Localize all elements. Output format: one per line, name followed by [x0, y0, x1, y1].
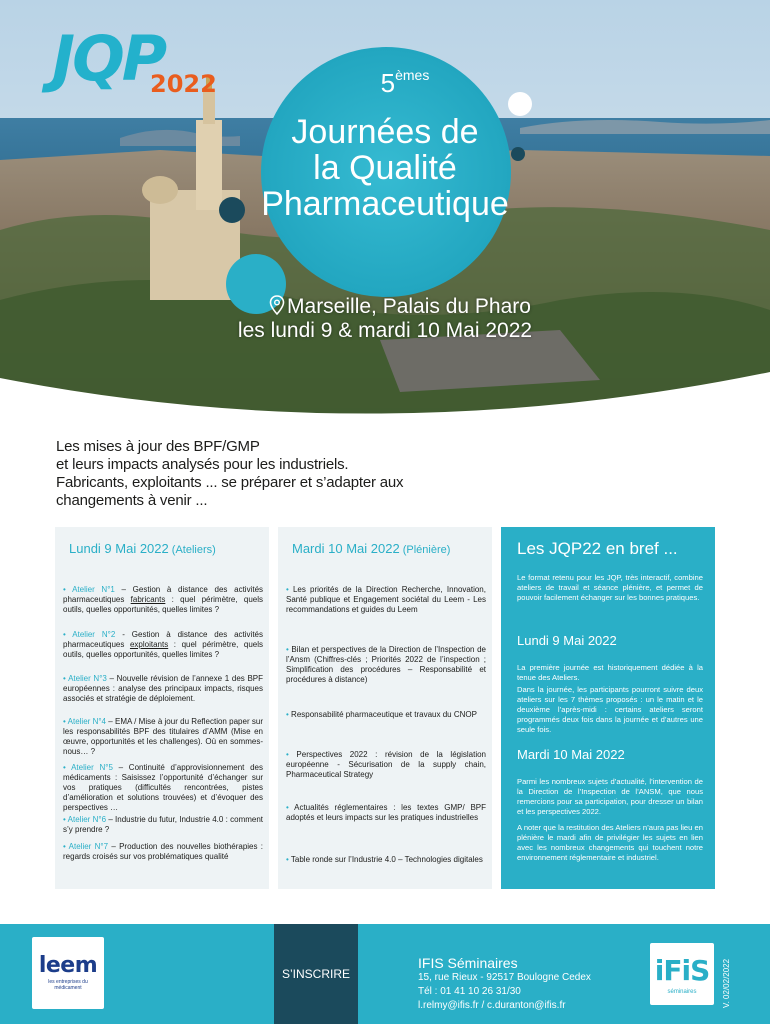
- workshop-label: Atelier N°7: [68, 842, 109, 851]
- workshop-item: [63, 674, 263, 704]
- plenary-text: Bilan et perspectives de la Direction de l’Inspection de l’Ansm (Chiffres-clés ; Priorités 2022 de l’inspection ; Simplification des procédures – Responsabilité et procédures à distance): [286, 645, 486, 684]
- plenary-item: [286, 803, 486, 823]
- summary-day2-p2: A noter que la restitution des Ateliers n’aura pas lieu en plénière le mardi afin de privilégier les sujets en lien avec les nombreux changements qui touchent notre environnement réglementaire et industriel.: [517, 823, 703, 862]
- ifis-phone: Tél : 01 41 10 26 31/30: [418, 986, 521, 997]
- workshop-label: Atelier N°6: [67, 815, 107, 824]
- ifis-address: 15, rue Rieux - 92517 Boulogne Cedex: [418, 972, 591, 983]
- hero-banner: [0, 0, 770, 420]
- workshop-underlined: fabricants: [130, 595, 166, 604]
- intro-line-4: changements à venir ...: [56, 492, 208, 509]
- ifis-logo-word: iFiS: [654, 954, 710, 987]
- bullet: •: [63, 585, 66, 594]
- summary-intro: Le format retenu pour les JQP, très interactif, combine ateliers de travail et séance plénière, et permet de pouvoir facilement échanger sur les bonnes pratiques.: [517, 573, 703, 602]
- summary-day2-title: Mardi 10 Mai 2022: [517, 747, 625, 762]
- event-dates: les lundi 9 & mardi 10 Mai 2022: [237, 319, 533, 342]
- workshop-label: Atelier N°3: [68, 674, 107, 683]
- edition-label: [290, 67, 520, 98]
- workshop-item: [63, 630, 263, 660]
- bullet: •: [63, 842, 66, 851]
- bullet: •: [63, 630, 66, 639]
- edition-suffix: èmes: [395, 67, 430, 83]
- workshop-text: – Continuité d’approvisionnement des médicaments : Saisissez l’opportunité d’échanger sur vos pratiques (difficultés rencontrées, pistes d’amélioration et solutions trouvées) et d’évoquer des perspectives …: [63, 763, 263, 812]
- monday-header: [55, 527, 269, 556]
- register-button[interactable]: S’INSCRIRE: [274, 924, 358, 1024]
- monday-header-sub: (Ateliers): [168, 544, 216, 556]
- event-title-block: [250, 67, 520, 223]
- monday-workshops-panel: [55, 527, 269, 889]
- ifis-emails[interactable]: l.relmy@ifis.fr / c.duranton@ifis.fr: [418, 1000, 566, 1011]
- plenary-item: [286, 585, 486, 615]
- location-text: Marseille, Palais du Pharo: [287, 295, 531, 318]
- bullet: •: [286, 803, 289, 812]
- workshop-label: Atelier N°2: [72, 630, 116, 639]
- workshop-item: [63, 842, 263, 862]
- intro-line-3: Fabricants, exploitants ... se préparer et s’adapter aux: [56, 474, 404, 491]
- bullet: •: [286, 585, 289, 594]
- tuesday-plenary-panel: [278, 527, 492, 889]
- workshop-underlined: exploitants: [129, 640, 169, 649]
- version-label: V. 02/02/2022: [722, 958, 731, 1008]
- bullet: •: [286, 750, 289, 759]
- event-title-line-1: Journées de: [291, 113, 479, 151]
- plenary-text: Les priorités de la Direction Recherche, Innovation, Santé publique et Engagement sociétal du Leem - Les recommandations et guides du Leem: [286, 585, 486, 614]
- summary-day1-p1: La première journée est historiquement dédiée à la tenue des Ateliers.: [517, 663, 703, 682]
- plenary-text: Table ronde sur l’Industrie 4.0 – Technologies digitales: [290, 855, 483, 864]
- logo-year: 2022: [150, 70, 217, 98]
- tuesday-header-sub: (Plénière): [399, 544, 451, 556]
- jqp-logo: [52, 22, 222, 110]
- workshop-text: – Gestion à distance des activités pharmaceutiques: [63, 585, 264, 604]
- plenary-text: Perspectives 2022 : révision de la législation européenne - Sécurisation de la supply chain, Pharmaceutical Strategy: [286, 750, 486, 779]
- bullet: •: [286, 855, 289, 864]
- bullet: •: [63, 674, 66, 683]
- summary-panel: [501, 527, 715, 889]
- intro-text: [56, 438, 476, 510]
- event-location: [0, 294, 770, 320]
- bullet: •: [286, 710, 289, 719]
- monday-header-date: Lundi 9 Mai 2022: [69, 541, 169, 556]
- ifis-logo-tagline: séminaires: [667, 989, 697, 995]
- intro-line-1: Les mises à jour des BPF/GMP: [56, 438, 260, 455]
- intro-line-2: et leurs impacts analysés pour les industriels.: [56, 456, 349, 473]
- bullet: •: [63, 815, 66, 824]
- workshop-label: Atelier N°1: [72, 585, 115, 594]
- plenary-item: [286, 710, 486, 720]
- edition-number: 5: [380, 68, 396, 98]
- workshop-text: – Industrie du futur, Industrie 4.0 : comment s’y prendre ?: [63, 815, 264, 834]
- bullet: •: [63, 763, 66, 772]
- workshop-text: - Gestion à distance des activités pharmaceutiques: [63, 630, 263, 649]
- tuesday-header: [278, 527, 492, 556]
- workshop-item: [63, 585, 263, 615]
- summary-title: Les JQP22 en bref ...: [517, 539, 678, 558]
- leem-logo-tagline: les entreprises du médicament: [48, 979, 88, 991]
- ifis-logo: [650, 943, 714, 1005]
- location-pin-icon: [269, 295, 285, 315]
- plenary-item: [286, 855, 486, 865]
- plenary-item: [286, 645, 486, 685]
- plenary-text: Actualités réglementaires : les textes GMP/ BPF adoptés et leurs impacts sur les pratiques industrielles: [286, 803, 487, 822]
- bullet: •: [286, 645, 289, 654]
- leem-logo-word: leem: [38, 953, 98, 978]
- workshop-text-end: : quel périmètre, quels outils, quelles opportunités, quelles limites ?: [63, 595, 264, 614]
- plenary-text: Responsabilité pharmaceutique et travaux du CNOP: [291, 710, 477, 719]
- workshop-label: Atelier N°5: [71, 763, 113, 772]
- workshop-text: – Nouvelle révision de l’annexe 1 des BPF européennes : analyse des principaux impacts, risques associés et stratégie de déploiement.: [63, 674, 264, 703]
- event-title-line-3: Pharmaceutique: [261, 185, 509, 223]
- workshop-item: [63, 763, 263, 813]
- summary-day1-p2: Dans la journée, les participants pourront suivre deux ateliers sur les 7 thèmes proposés : un le matin et le deuxième l’après-midi : certains ateliers seront programmés deux fois dans la journée et d’autres une seule fois.: [517, 685, 703, 734]
- event-title-line-2: la Qualité: [313, 149, 457, 187]
- leem-logo: [32, 937, 104, 1009]
- workshop-item: [63, 717, 263, 757]
- summary-day1-title: Lundi 9 Mai 2022: [517, 633, 617, 648]
- ifis-name: IFIS Séminaires: [418, 955, 518, 971]
- workshop-text: – EMA / Mise à jour du Reflection paper sur les responsabilités BPF des titulaires d’AMM (Mise en œuvre, opportunités et les challenges). Où en sommes-nous… ?: [63, 717, 263, 756]
- workshop-text: – Production des nouvelles biothérapies : regards croisés sur vos problématiques qualité: [63, 842, 263, 861]
- plenary-item: [286, 750, 486, 780]
- workshop-label: Atelier N°4: [67, 717, 107, 726]
- summary-day2-p1: Parmi les nombreux sujets d’actualité, l’intervention de la Direction de l’Inspection de l’ANSM, que nous remercions pour sa participation, pour dresser un bilan et les perspectives 2022.: [517, 777, 703, 816]
- tuesday-header-date: Mardi 10 Mai 2022: [292, 541, 400, 556]
- bullet: •: [63, 717, 66, 726]
- workshop-text-end: : quel périmètre, quels outils, quelles opportunités, quelles limites ?: [63, 640, 264, 659]
- workshop-item: [63, 815, 263, 835]
- ifis-contact: [418, 955, 591, 1013]
- logo-main: JQP: [52, 22, 165, 95]
